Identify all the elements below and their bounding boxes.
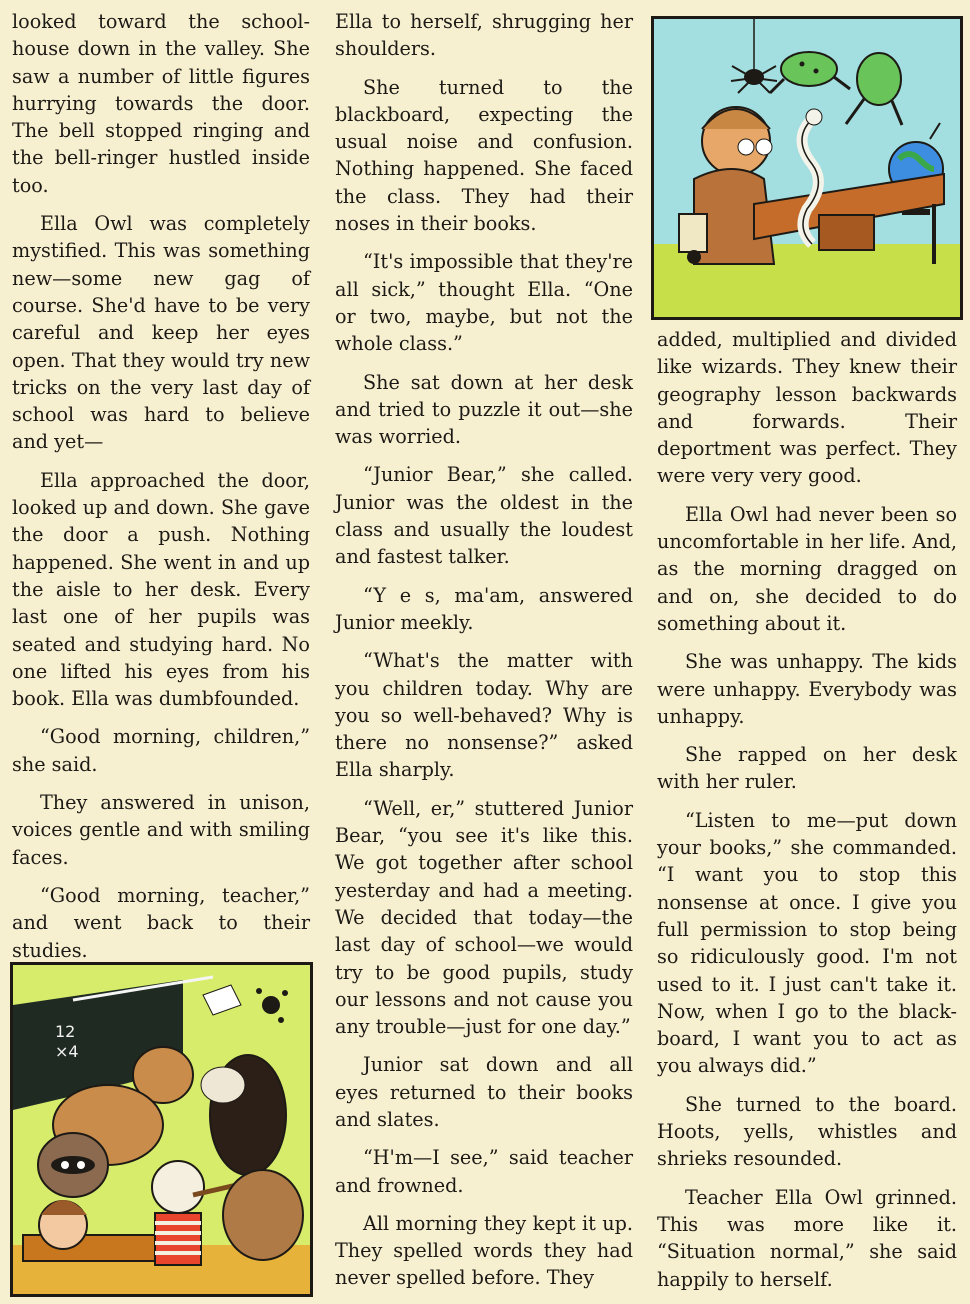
paragraph: “What's the matter with you children today. Why are you so well-behaved? Why is there no nonsense?” asked Ella sharply. [335,649,633,782]
teacher-figure [679,107,774,264]
paragraph: looked toward the school-house down in the valley. She saw a number of little figures hurrying towards the door. The bell stopped ringing and the bell-ringer hustled inside too. [12,10,310,197]
paragraph: “Y e s, ma'am, answered Junior meekly. [335,583,633,634]
text-column-left [12,8,310,1013]
illustration-teacher-at-desk [651,16,963,320]
paragraph: “Well, er,” stuttered Junior Bear, “you see it's like this. We got together after school yesterday and had a meeting. We decided that today—the last day of school—we would try to be good pupils, study our lessons and not cause you any trouble—just for one day.” [335,796,633,1039]
frog-icon-2 [846,53,902,125]
paragraph: “H'm—I see,” said teacher and frowned. [335,1146,633,1197]
paragraph: “It's impossible that they're all sick,” thought Ella. “One or two, maybe, but not the whole class.” [335,250,633,356]
pupil-right [223,1170,303,1260]
paragraph: They answered in unison, voices gentle and with smiling faces. [12,791,310,869]
text-column-middle [335,8,633,1303]
kid-pupil [39,1200,87,1249]
paragraph: She turned to the board. Hoots, yells, whistles and shrieks resounded. [657,1092,957,1171]
paragraph: “Good morning, teacher,” and went back to their studies. [12,883,310,962]
paragraph: She rapped on her desk with her ruler. [657,743,957,794]
blackboard-chalk-text-2: ×4 [55,1042,79,1061]
frog-icon [770,52,850,93]
ink-splat-icon [256,988,288,1023]
paragraph: Ella to herself, shrugging her shoulders. [335,10,633,61]
paragraph: “Listen to me—put down your books,” she commanded. “I want you to stop this nonsense at once. I give you full permission to stop being so ridiculously good. I'm not used to it. I just can't take it. Now, when I go to the black-board, I want you to act as you always did.” [657,808,957,1078]
illustration-pupils-rioting [10,962,313,1297]
pupils-riot-drawing [13,965,310,1294]
paragraph: “Good morning, children,” she said. [12,725,310,776]
paragraph: “Junior Bear,” she called. Junior was the oldest in the class and usually the loudest and fastest talker. [335,463,633,569]
book-icon [203,985,241,1015]
paragraph: Ella approached the door, looked up and down. She gave the door a push. Nothing happened. She went in and up the aisle to her desk. Every last one of her pupils was seated and studying hard. No one lifted his eyes from his book. Ella was dumbfounded. [12,468,310,711]
paragraph: Teacher Ella Owl grinned. This was more like it. “Situation normal,” she said happily to herself. [657,1185,957,1291]
paragraph: All morning they kept it up. They spelled words they had never spelled before. They [335,1211,633,1290]
paragraph: She was unhappy. The kids were unhappy. Everybody was unhappy. [657,650,957,728]
raccoon-pupil [38,1133,108,1197]
blackboard-chalk-text: 12 [55,1022,76,1041]
inkwell-icon [687,250,701,264]
text-column-right [657,326,957,1304]
paragraph: added, multiplied and divided like wizards. They knew their geography lesson backwards and forwards. Their deportment was perfect. They were very very good. [657,328,957,488]
paragraph: She sat down at her desk and tried to puzzle it out—she was worried. [335,370,633,449]
paragraph: Ella Owl had never been so uncomfortable in her life. And, as the morning dragged on and on, she decided to do something about it. [657,502,957,635]
skunk-pupil [201,1055,286,1175]
paragraph: Ella Owl was completely mystified. This was something new—some new gag of course. She'd have to be very careful and keep her eyes open. That they would try new tricks on the very last day of school was hard to believe and yet— [12,212,310,454]
paragraph: She turned to the blackboard, expecting the usual noise and confusion. Nothing happened. She faced the class. They had their noses in their books. [335,75,633,236]
paragraph: Junior sat down and all eyes returned to their books and slates. [335,1053,633,1131]
spider-icon [731,66,777,93]
teacher-desk-drawing [654,19,960,317]
